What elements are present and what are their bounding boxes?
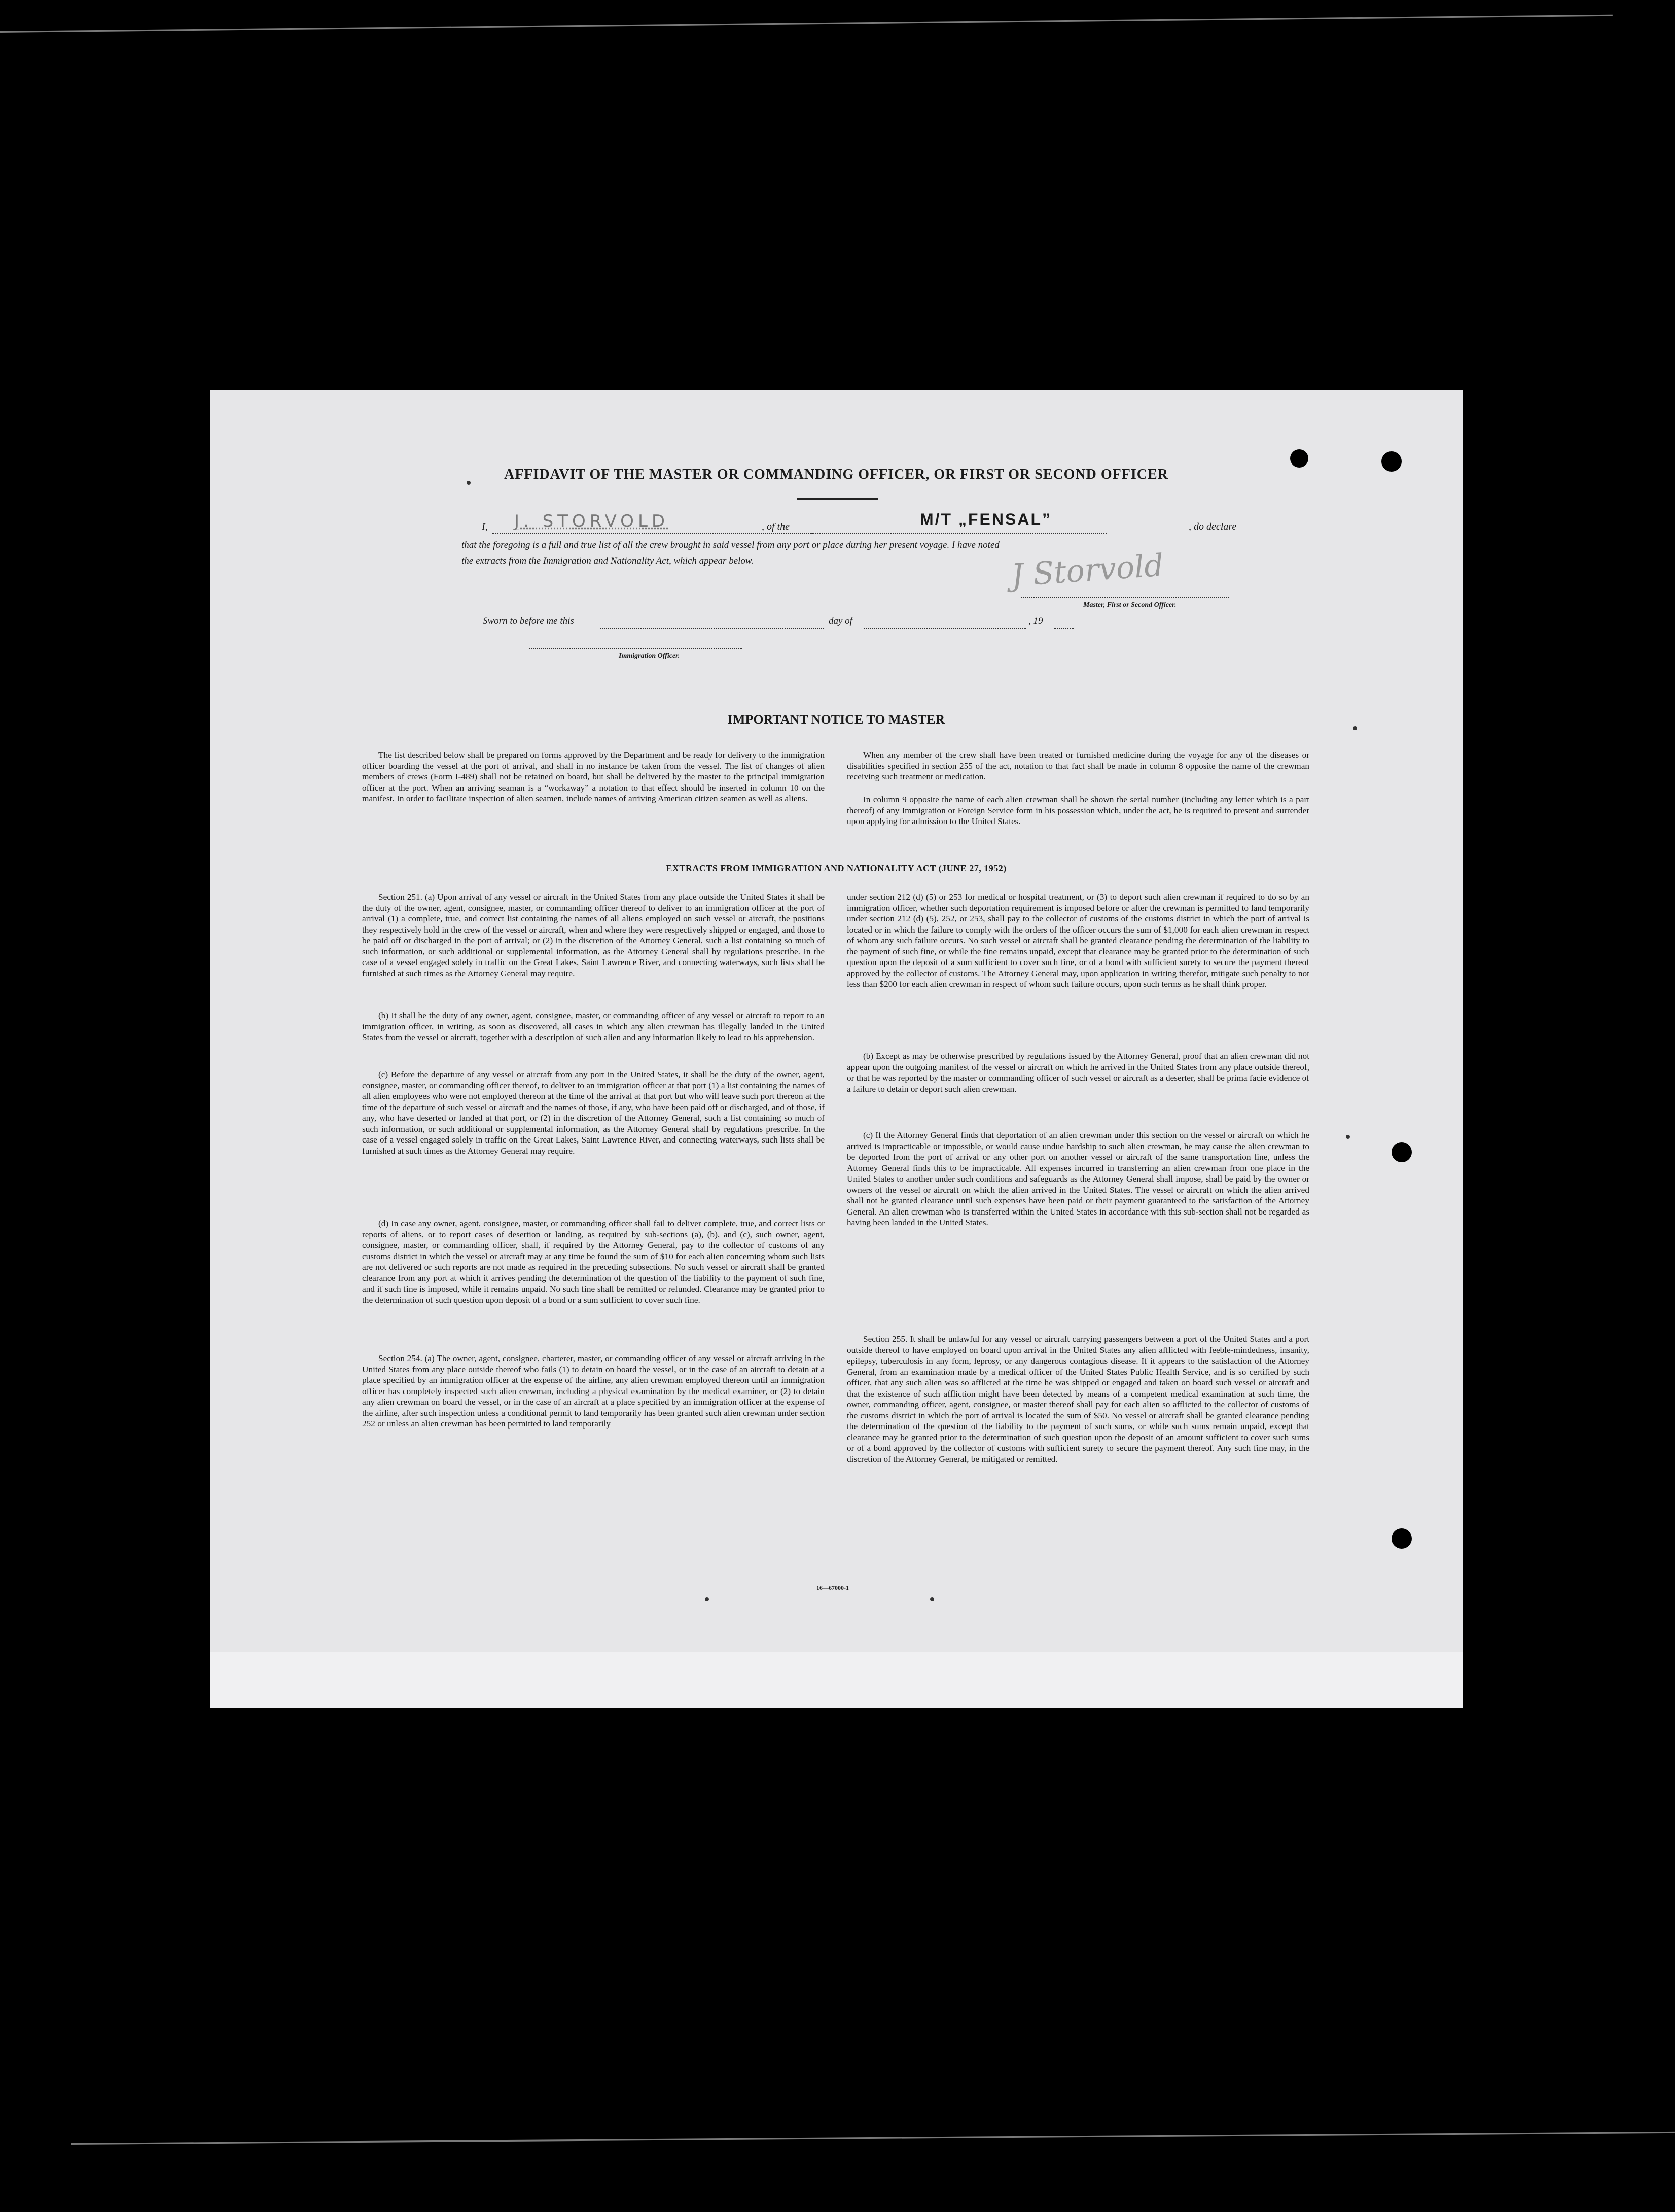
extract-left-5: Section 254. (a) The owner, agent, consignee, charterer, master, or commanding officer of any vessel or aircraft arriving in the United States from any place outside thereof who fails (1) to detain on board the vessel, or in the case of an aircraft to detain at a place specified by an immigration officer at the expense of the airline, any alien crewman employed thereon until an immigration officer has completely inspected such alien crewman, including a physical examination by the medical examiner, or (2) to detain any alien crewman on board the vessel, or in the case of an aircraft at a place specified by an immigration officer at the expense of the airline, after such inspection unless a conditional permit to land temporarily has been granted such alien crewman under section 252 or unless an alien crewman has been permitted to land temporarily <box>362 1353 825 1429</box>
declaration-statement-line1: that the foregoing is a full and true list of all the crew brought in said vessel from any port or place during her present voyage. I have noted <box>461 540 1000 550</box>
sworn-month-line <box>864 628 1026 629</box>
master-signature: J Storvold <box>1010 547 1165 594</box>
immigration-officer-caption: Immigration Officer. <box>619 652 680 660</box>
notice-left-para: The list described below shall be prepared on forms approved by the Department and be ready for delivery to the immigration officer boarding the vessel at the port of arrival, and shall in no instance be taken from the vessel. The list of changes of alien members of crews (Form I-489) shall not be retained on board, but shall be delivered by the master to the principal immigration officer at the port. When an arriving seaman is a “workaway” a notation to that effect should be inserted in column 10 on the manifest. In order to facilitate inspection of alien seamen, include names of arriving American citizen seamen as well as aliens. <box>362 750 825 803</box>
notice-right-para-1: When any member of the crew shall have been treated or furnished medicine during the voyage for any of the diseases or disabilities specified in section 255 of the act, notation to that fact shall be made in column 8 opposite the name of the crewman receiving such treatment or medication. <box>847 750 1309 781</box>
speck-4 <box>705 1597 709 1601</box>
extract-right-4: Section 255. It shall be unlawful for any vessel or aircraft carrying passengers between a port of the United States and a port outside thereof to have employed on board upon arrival in the United States any alien afflicted with feeble-mindedness, insanity, epilepsy, tuberculosis in any form, leprosy, or any dangerous contagious disease. If it appears to the satisfaction of the Attorney General, from an examination made by a medical officer of the United States Public Health Service, and is so certified by such officer, that any such alien was so afflicted at the time he was shipped or engaged and taken on board such vessel or aircraft and that the existence of such affliction might have been detected by means of a competent medical examination at such time, the owner, commanding officer, agent, consignee, or master thereof shall pay for each alien so afflicted to the collector of customs of the customs district in which the port of arrival is located the sum of $50. No vessel or aircraft shall be granted clearance pending the determination of the question of the liability to the payment of such sums, or while such sums remain unpaid, except that clearance may be granted prior to the determination of such question upon the deposit of an amount sufficient to cover such sums or of a bond approved by the collector of customs with sufficient surety to secure the payment thereof. Any such fine may, in the discretion of the Attorney General, be mitigated or remitted. <box>847 1334 1309 1464</box>
sworn-year: , 19 <box>1028 616 1043 626</box>
extract-left-3: (c) Before the departure of any vessel or aircraft from any port in the United States, it shall be the duty of the owner, agent, consignee, master, or commanding officer thereof, to deliver to an immigration officer at that port (1) a list containing the names of all alien employees who were not employed thereon at the time of the arrival at that port but who will leave such port thereon at the time of the departure of such vessel or aircraft and the names of those, if any, who have been paid off or discharged, and of those, if any, who have deserted or landed at that port, or (2) in the discretion of the Attorney General, such a list containing so much of such information, or such additional or supplemental information, as the Attorney General shall by regulations prescribe. In the case of a vessel engaged solely in traffic on the Great Lakes, Saint Lawrence River, and connecting waterways, such lists shall be furnished at such times as the Attorney General may require. <box>362 1069 825 1156</box>
signature-caption: Master, First or Second Officer. <box>1083 601 1177 609</box>
declaration-of-the: , of the <box>762 521 790 532</box>
sworn-label: Sworn to before me this <box>483 616 574 626</box>
declaration-do-declare: , do declare <box>1189 521 1237 532</box>
signature-line <box>1021 597 1229 598</box>
extract-right-2: (b) Except as may be otherwise prescribed by regulations issued by the Attorney General, proof that an alien crewman did not appear upon the outgoing manifest of the vessel or aircraft on which he arrived in the United States from any place outside thereof, or that he was reported by the master or commanding officer of such vessel or aircraft as a deserter, shall be prima facie evidence of a failure to detain or deport such alien crewman. <box>847 1051 1309 1094</box>
document-page <box>210 390 1463 1708</box>
vessel-line <box>811 533 1107 534</box>
punch-hole-middle <box>1392 1142 1412 1162</box>
title-rule <box>797 498 878 500</box>
speck-5 <box>930 1597 934 1601</box>
punch-hole-top <box>1381 451 1402 472</box>
punch-hole-bottom <box>1392 1528 1412 1549</box>
extract-left-1: Section 251. (a) Upon arrival of any vessel or aircraft in the United States from any place outside the United States it shall be the duty of the owner, agent, consignee, master, or commanding officer thereof to deliver to an immigration officer at the port of arrival (1) a complete, true, and correct list containing the names of all aliens employed on such vessel or aircraft, the positions they respectively hold in the crew of the vessel or aircraft, when and where they were respectively shipped or engaged, and those to be paid off or discharged in the port of arrival; or (2) in the discretion of the Attorney General, such a list containing so much of such information, or such additional or supplemental information, as the Attorney General shall by regulations prescribe. In the case of a vessel engaged solely in traffic on the Great Lakes, Saint Lawrence River, and connecting waterways, such lists shall be furnished at such times as the Attorney General may require. <box>362 892 825 978</box>
speck-3 <box>1346 1135 1350 1139</box>
notice-title: IMPORTANT NOTICE TO MASTER <box>727 712 945 727</box>
scan-line-top <box>0 15 1613 33</box>
sworn-day-line <box>600 628 824 629</box>
vessel-name: M/T „FENSAL” <box>920 510 1052 528</box>
name-line <box>492 533 814 534</box>
punch-hole-top-inner <box>1290 449 1308 468</box>
master-name-handwritten: J. STORVOLD <box>514 511 669 531</box>
affidavit-title: AFFIDAVIT OF THE MASTER OR COMMANDING OFFICER, OR FIRST OR SECOND OFFICER <box>504 467 1168 482</box>
declaration-statement-line2: the extracts from the Immigration and Nationality Act, which appear below. <box>461 556 754 566</box>
speck-1 <box>467 481 471 485</box>
extract-right-3: (c) If the Attorney General finds that deportation of an alien crewman under this section on the vessel or aircraft on which he arrived is impracticable or impossible, or would cause undue hardship to such alien crewman, he may cause the alien crewman to be deported from the port of arrival or any other port on another vessel or aircraft of the same transportation line, unless the Attorney General finds this to be impracticable. All expenses incurred in transferring an alien crewman from one place in the United States to another under such conditions and safeguards as the Attorney General shall impose, shall be paid by the owner or owners of the vessel or aircraft on which the alien arrived in the United States. The vessel or aircraft on which the alien arrived shall not be granted clearance until such expenses have been paid or their payment guaranteed to the satisfaction of the Attorney General. An alien crewman who is transferred within the United States in accordance with this sub-section shall not be regarded as having been landed in the United States. <box>847 1130 1309 1227</box>
extract-left-2: (b) It shall be the duty of any owner, agent, consignee, master, or commanding officer of any vessel or aircraft to report to an immigration officer, in writing, as soon as discovered, all cases in which any alien crewman has illegally landed in the United States from the vessel or aircraft, together with a description of such alien and any information likely to lead to his apprehension. <box>362 1011 825 1042</box>
extract-left-4: (d) In case any owner, agent, consignee, master, or commanding officer shall fail to deliver complete, true, and correct lists or reports of aliens, or to report cases of desertion or landing, as required by sub-sections (a), (b), and (c), such owner, agent, consignee, master, or commanding officer, shall, if required by the Attorney General, pay to the collector of customs of any customs district in which the vessel or aircraft may at any time be found the sum of $10 for each alien concerning whom such lists are not delivered or such reports are not made as required in the preceding subsections. No such vessel or aircraft shall be granted clearance from any port at which it arrives pending the determination of the question of the liability to the payment of such fine, and if such fine is imposed, while it remains unpaid. No such fine shall be remitted or refunded. Clearance may be granted prior to the determination of such question upon deposit of a bond or a sum sufficient to cover such fine. <box>362 1219 825 1305</box>
form-number: 16—67000-1 <box>816 1584 849 1591</box>
notice-right-para-2: In column 9 opposite the name of each alien crewman shall be shown the serial number (including any letter which is a part thereof) of any Immigration or Foreign Service form in his possession which, under the act, he is required to present and surrender upon applying for admission to the United States. <box>847 795 1309 826</box>
sworn-year-line <box>1054 628 1074 629</box>
speck-2 <box>1353 726 1357 730</box>
extracts-title: EXTRACTS FROM IMMIGRATION AND NATIONALITY ACT (JUNE 27, 1952) <box>666 863 1007 873</box>
declaration-prefix: I, <box>482 521 488 532</box>
scan-line-bottom <box>71 2132 1675 2145</box>
extract-right-1: under section 212 (d) (5) or 253 for medical or hospital treatment, or (3) to deport such alien crewman if required to do so by an immigration officer, whether such deportation requirement is imposed before or after the crewman is permitted to land temporarily under section 212 (d) (5), 252, or 253, shall pay to the collector of customs of the customs district in which the port of arrival is located or in which the failure to comply with the orders of the officer occurs the sum of $1,000 for each alien crewman in respect of whom any such failure occurs. No such vessel or aircraft shall be granted clearance pending the determination of the liability to the payment of such fine, or while the fine remains unpaid, except that clearance may be granted prior to the determination of such question upon the deposit of a sum sufficient to cover such fine, or of a bond with sufficient surety to secure the payment thereof approved by the collector of customs. The Attorney General may, upon application in writing therefor, mitigate such penalty to not less than $200 for each alien crewman in respect of whom such failure occurs, upon such terms as he shall think proper. <box>847 892 1309 989</box>
sworn-day-of: day of <box>829 616 852 626</box>
immigration-officer-line <box>529 648 742 649</box>
